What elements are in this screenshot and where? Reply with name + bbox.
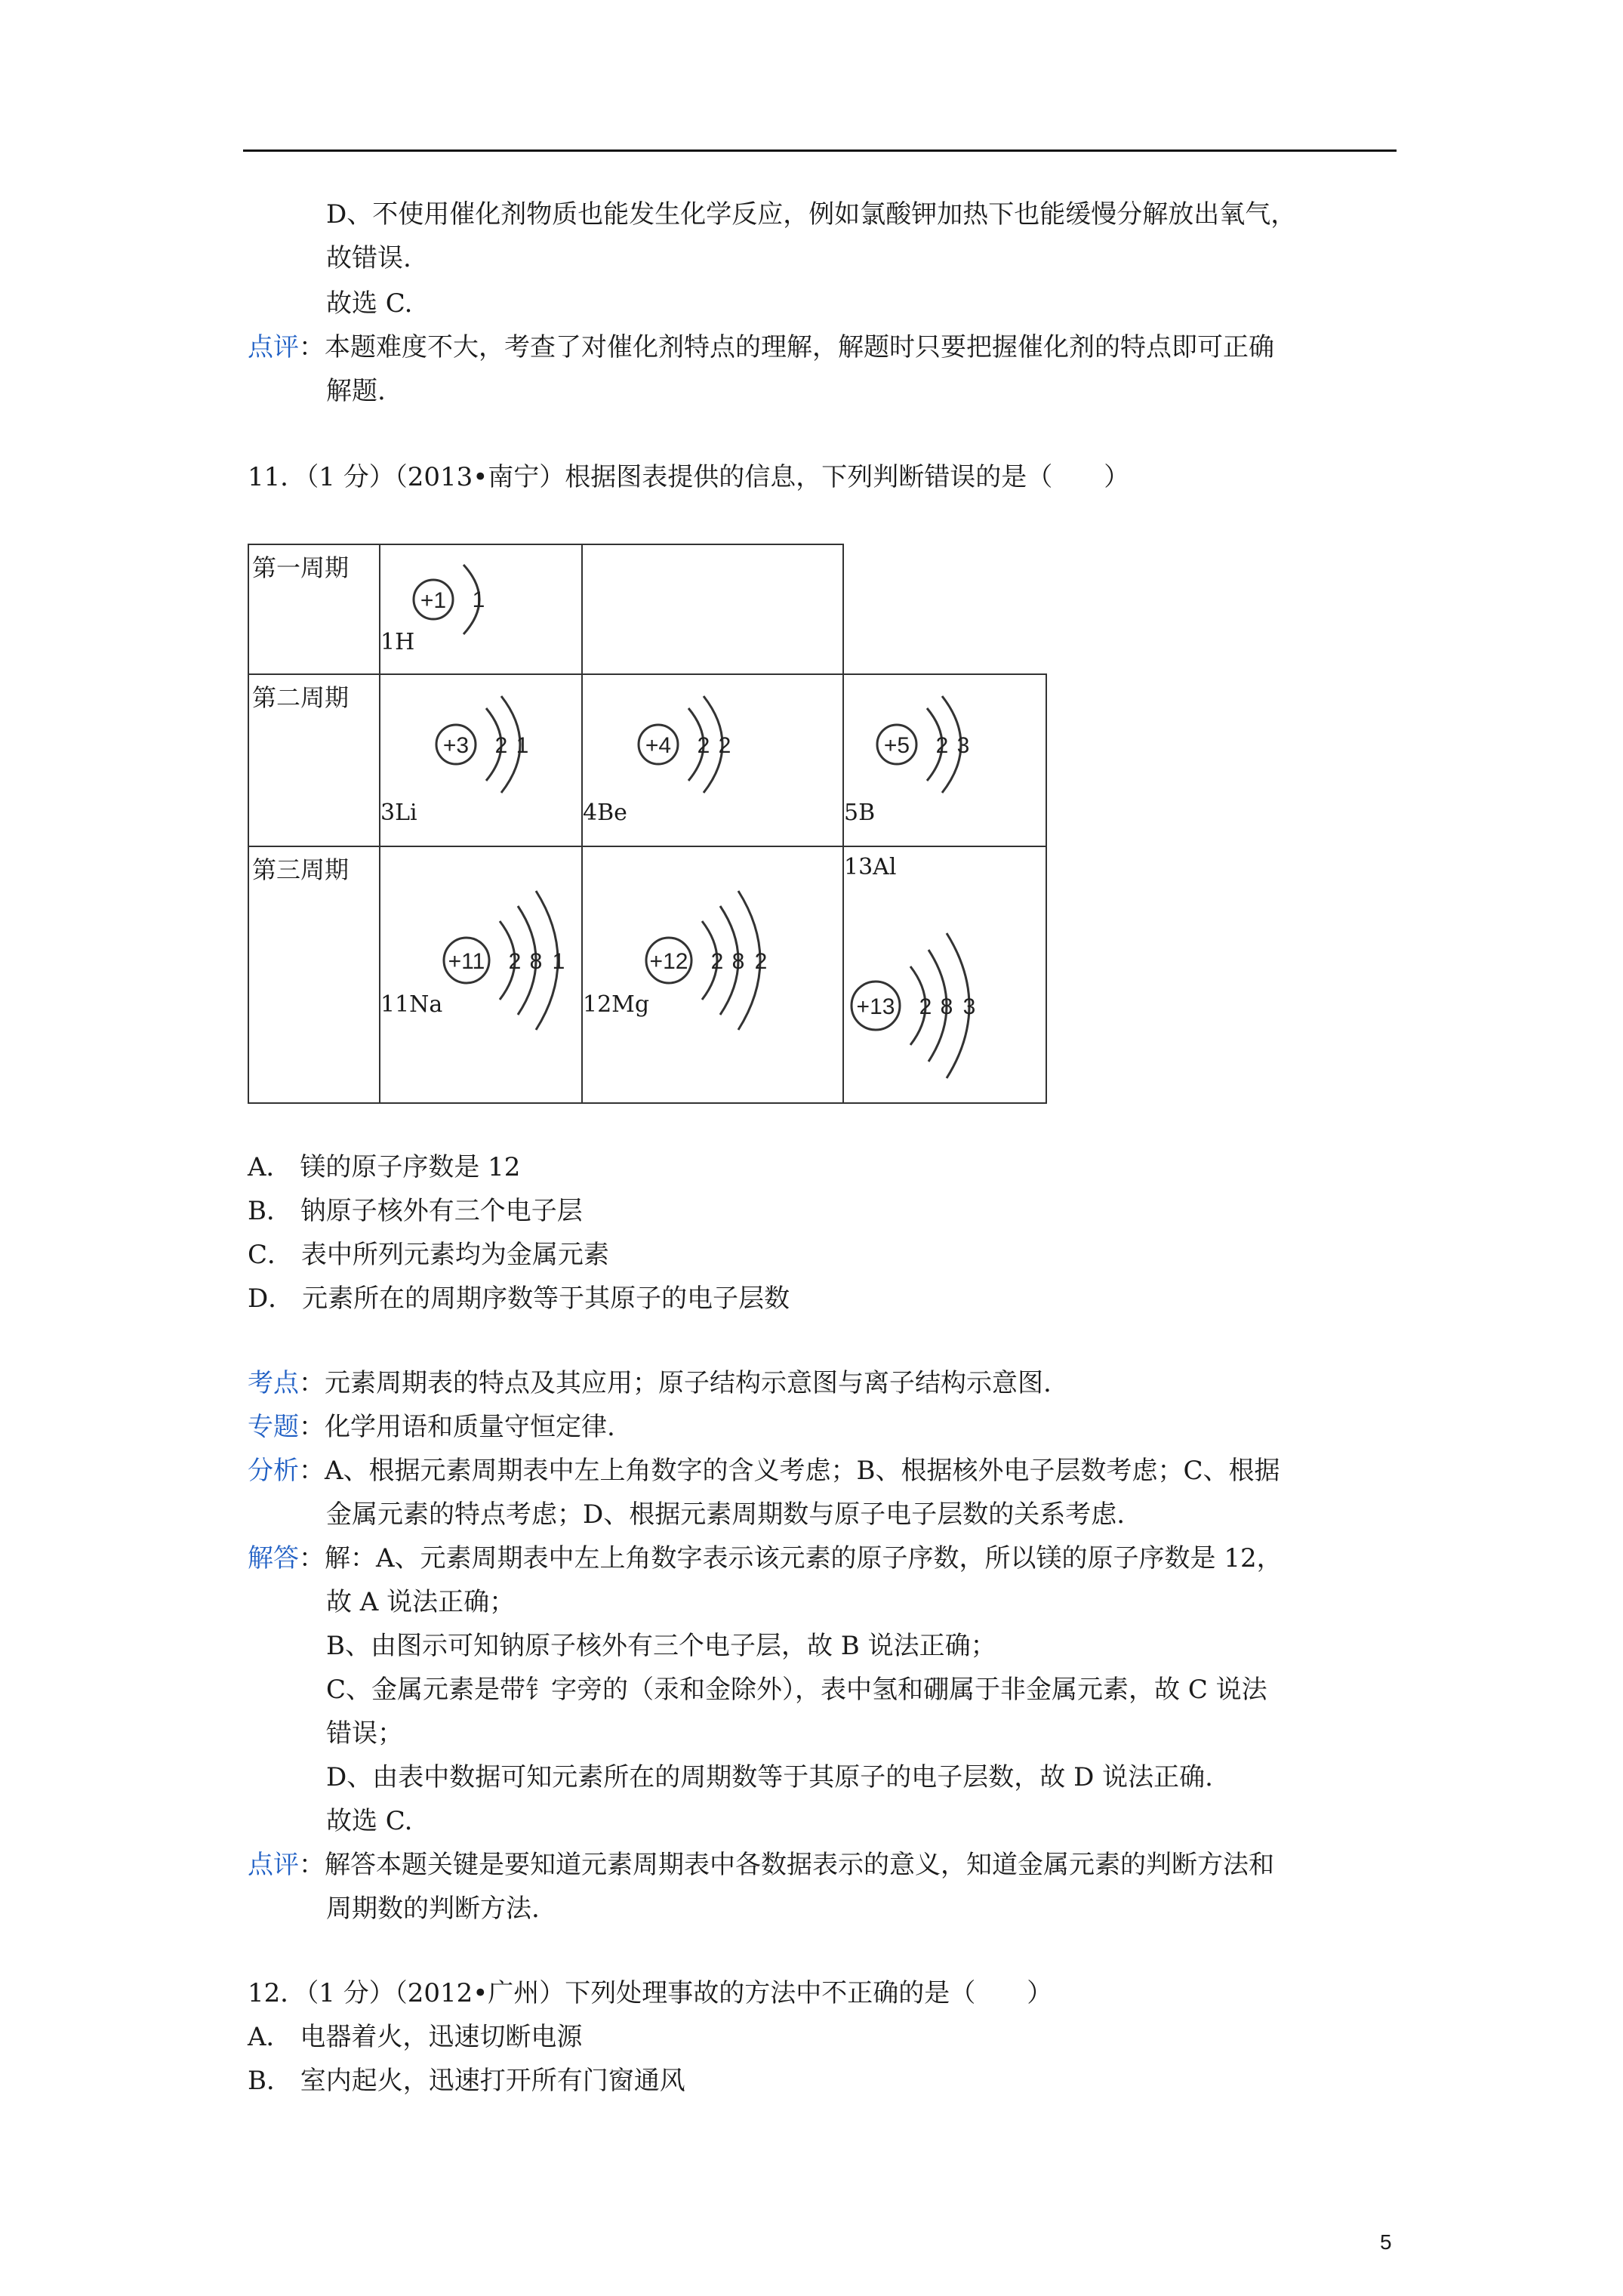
symbol-al: 13Al	[844, 854, 897, 880]
q11-jieda-line7: 故选 C.	[326, 1806, 413, 1836]
prev-comment-line2: 解题.	[326, 376, 386, 406]
period-3-label: 第三周期	[252, 855, 350, 884]
q11-jieda-line1: 解答：解：A、元素周期表中左上角数字表示该元素的原子序数，所以镁的原子序数是 12，	[248, 1543, 1283, 1573]
header-rule	[243, 149, 1397, 152]
cell-mg	[582, 846, 843, 1103]
q11-jieda-line2: 故 A 说法正确；	[326, 1587, 516, 1617]
q11-zhuanti: 专题：化学用语和质量守恒定律.	[248, 1412, 615, 1442]
symbol-be: 4Be	[583, 800, 627, 826]
q11-jieda-line5: 错误；	[326, 1718, 403, 1749]
page-number: 5	[1380, 2230, 1392, 2254]
prev-comment-line1: 点评：本题难度不大，考查了对催化剂特点的理解，解题时只要把握催化剂的特点即可正确	[248, 332, 1274, 362]
q11-stem: 11．（1 分）（2013•南宁）根据图表提供的信息，下列判断错误的是（ ）	[248, 462, 1130, 492]
atom-diagram-na	[433, 885, 584, 1036]
q11-kaodian: 考点：元素周期表的特点及其应用；原子结构示意图与离子结构示意图.	[248, 1368, 1052, 1398]
symbol-na: 11Na	[380, 991, 443, 1018]
symbol-b: 5B	[844, 800, 876, 826]
fenxi-label: 分析	[248, 1456, 299, 1486]
be-shell-1: 2	[697, 733, 710, 758]
al-shell-2: 8	[940, 994, 953, 1019]
prev-option-d-line2: 故错误.	[326, 243, 411, 273]
mg-shell-2: 8	[731, 949, 745, 974]
jieda-label: 解答	[248, 1543, 299, 1573]
na-shell-1: 2	[508, 949, 522, 974]
q11-option-a: A． 镁的原子序数是 12	[248, 1152, 521, 1182]
b-shell-1: 2	[935, 733, 949, 758]
cell-na	[380, 846, 582, 1103]
q12-option-b: B． 室内起火，迅速打开所有门窗通风	[248, 2066, 685, 2096]
zhuanti-label: 专题	[248, 1412, 299, 1442]
q11-dianping-line2: 周期数的判断方法.	[326, 1894, 540, 1924]
mg-shell-3: 2	[754, 949, 768, 974]
kaodian-label: 考点	[248, 1368, 299, 1398]
q11-option-d: D． 元素所在的周期序数等于其原子的电子层数	[248, 1284, 790, 1314]
atom-diagram-li	[426, 684, 577, 805]
na-shell-2: 8	[529, 949, 543, 974]
cell-b	[843, 674, 1046, 846]
symbol-li: 3Li	[380, 800, 417, 826]
q11-option-c: C． 表中所列元素均为金属元素	[248, 1240, 609, 1270]
period-1-label-cell	[248, 544, 380, 674]
q11-fenxi-line2: 金属元素的特点考虑；D、根据元素周期数与原子电子层数的关系考虑.	[326, 1499, 1126, 1530]
b-shell-2: 3	[956, 733, 970, 758]
b-nucleus: +5	[883, 733, 910, 758]
periodic-table	[248, 544, 1047, 1104]
be-nucleus: +4	[645, 733, 672, 758]
atom-diagram-h	[411, 554, 562, 637]
h-shell-1: 1	[472, 587, 485, 612]
q11-jieda-line3: B、由图示可知钠原子核外有三个电子层，故 B 说法正确；	[326, 1631, 996, 1661]
q11-option-b: B． 钠原子核外有三个电子层	[248, 1196, 583, 1226]
comment-label: 点评	[248, 332, 299, 362]
period-2-label: 第二周期	[252, 683, 350, 712]
cell-be	[582, 674, 843, 846]
symbol-h: 1H	[380, 629, 415, 655]
na-shell-3: 1	[552, 949, 565, 974]
period-1-label: 第一周期	[252, 553, 350, 582]
cell-empty-period1	[582, 544, 843, 674]
al-shell-3: 3	[962, 994, 976, 1019]
na-nucleus: +11	[448, 949, 485, 974]
cell-h	[380, 544, 582, 674]
li-nucleus: +3	[442, 733, 470, 758]
period-3-label-cell	[248, 846, 380, 1103]
atom-diagram-b	[867, 684, 1018, 805]
period-2-label-cell	[248, 674, 380, 846]
mg-shell-1: 2	[710, 949, 724, 974]
q11-dianping-line1: 点评：解答本题关键是要知道元素周期表中各数据表示的意义，知道金属元素的判断方法和	[248, 1850, 1274, 1880]
q12-option-a: A． 电器着火，迅速切断电源	[248, 2022, 583, 2052]
cell-li	[380, 674, 582, 846]
al-shell-1: 2	[919, 994, 932, 1019]
symbol-mg: 12Mg	[583, 991, 650, 1018]
be-shell-2: 2	[718, 733, 731, 758]
prev-option-d-line1: D、不使用催化剂物质也能发生化学反应，例如氯酸钾加热下也能缓慢分解放出氧气，	[326, 199, 1297, 230]
atom-diagram-mg	[636, 885, 787, 1036]
q11-jieda-line4: C、金属元素是带钅字旁的（汞和金除外），表中氢和硼属于非金属元素，故 C 说法	[326, 1675, 1267, 1705]
dianping-label: 点评	[248, 1850, 299, 1880]
cell-al	[843, 846, 1046, 1103]
al-nucleus: +13	[856, 994, 895, 1019]
prev-answer: 故选 C.	[326, 288, 413, 319]
mg-nucleus: +12	[649, 949, 688, 974]
li-shell-1: 2	[494, 733, 508, 758]
q11-fenxi-line1: 分析：A、根据元素周期表中左上角数字的含义考虑；B、根据核外电子层数考虑；C、根据	[248, 1456, 1280, 1486]
h-nucleus: +1	[420, 588, 447, 613]
q12-stem: 12．（1 分）（2012•广州）下列处理事故的方法中不正确的是（ ）	[248, 1978, 1053, 2008]
cell-blank	[843, 544, 1046, 674]
li-shell-2: 1	[516, 733, 529, 758]
atom-diagram-be	[628, 684, 779, 805]
atom-diagram-al	[845, 923, 996, 1089]
q11-jieda-line6: D、由表中数据可知元素所在的周期数等于其原子的电子层数，故 D 说法正确.	[326, 1762, 1213, 1792]
